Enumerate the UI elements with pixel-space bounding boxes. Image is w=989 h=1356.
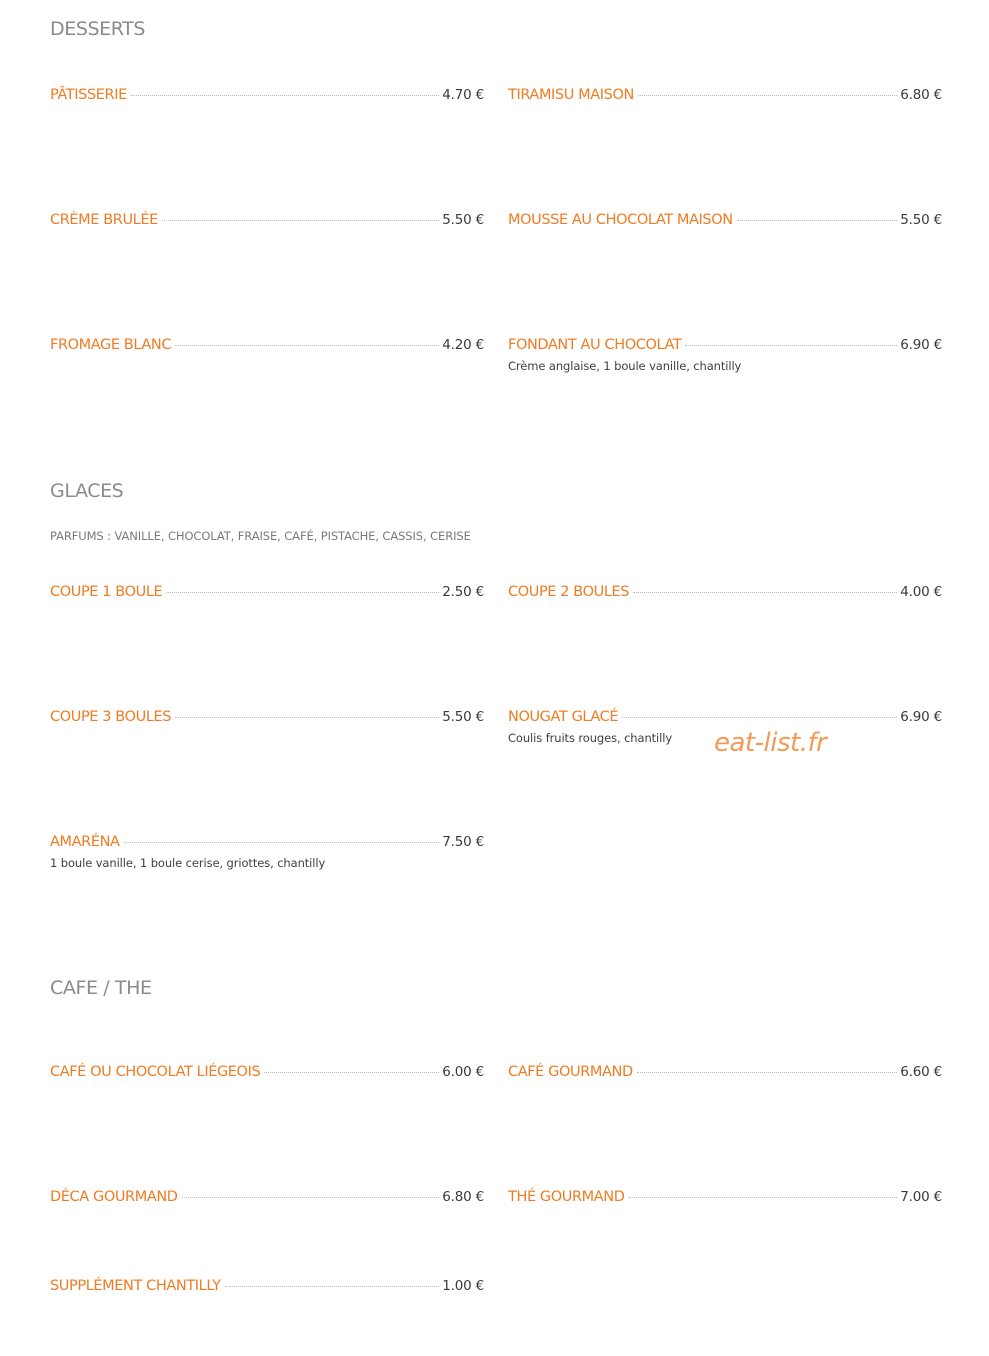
menu-item bbox=[508, 337, 942, 373]
item-price: 6.90 € bbox=[900, 337, 942, 353]
dot-leader bbox=[633, 591, 897, 593]
item-name: COUPE 1 BOULE bbox=[50, 584, 163, 600]
dot-leader bbox=[162, 219, 439, 221]
dot-leader bbox=[638, 94, 897, 96]
item-name: TIRAMISU MAISON bbox=[508, 87, 634, 103]
dot-leader bbox=[182, 1196, 440, 1198]
dot-leader bbox=[131, 94, 439, 96]
item-name: FONDANT AU CHOCOLAT bbox=[508, 337, 682, 353]
menu-item bbox=[508, 1064, 942, 1084]
flavors-list: PARFUMS : VANILLE, CHOCOLAT, FRAISE, CAFÉ, PISTACHE, CASSIS, CERISE bbox=[50, 529, 471, 543]
item-price: 1.00 € bbox=[442, 1278, 484, 1294]
item-name: AMARÉNA bbox=[50, 834, 120, 850]
menu-item bbox=[508, 584, 942, 604]
section-title-cafe-the: CAFE / THE bbox=[50, 977, 152, 999]
menu-item bbox=[508, 1189, 942, 1209]
item-price: 7.00 € bbox=[900, 1189, 942, 1205]
dot-leader bbox=[175, 344, 439, 346]
item-price: 4.70 € bbox=[442, 87, 484, 103]
item-price: 5.50 € bbox=[442, 709, 484, 725]
section-title-desserts: DESSERTS bbox=[50, 18, 146, 40]
dot-leader bbox=[685, 344, 897, 346]
menu-item bbox=[508, 212, 942, 232]
item-name: NOUGAT GLACÉ bbox=[508, 709, 619, 725]
dot-leader bbox=[166, 591, 439, 593]
dot-leader bbox=[264, 1071, 439, 1073]
item-name: CAFÉ OU CHOCOLAT LIÉGEOIS bbox=[50, 1064, 261, 1080]
menu-item bbox=[50, 87, 484, 107]
dot-leader bbox=[637, 1071, 898, 1073]
menu-item bbox=[508, 87, 942, 107]
item-price: 6.80 € bbox=[900, 87, 942, 103]
menu-item bbox=[50, 1278, 484, 1298]
item-name: COUPE 2 BOULES bbox=[508, 584, 630, 600]
dot-leader bbox=[225, 1285, 440, 1287]
item-name: CAFÉ GOURMAND bbox=[508, 1064, 633, 1080]
item-name: COUPE 3 BOULES bbox=[50, 709, 172, 725]
item-name: MOUSSE AU CHOCOLAT MAISON bbox=[508, 212, 733, 228]
item-description: 1 boule vanille, 1 boule cerise, griottes, chantilly bbox=[50, 856, 326, 870]
menu-item bbox=[50, 709, 484, 729]
dot-leader bbox=[622, 716, 897, 718]
item-description: Crème anglaise, 1 boule vanille, chantilly bbox=[508, 359, 742, 373]
dot-leader bbox=[124, 841, 440, 843]
item-price: 6.60 € bbox=[900, 1064, 942, 1080]
item-price: 7.50 € bbox=[442, 834, 484, 850]
item-price: 6.80 € bbox=[442, 1189, 484, 1205]
item-price: 4.00 € bbox=[900, 584, 942, 600]
item-price: 6.90 € bbox=[900, 709, 942, 725]
menu-item bbox=[50, 1189, 484, 1209]
menu-item bbox=[50, 212, 484, 232]
item-name: FROMAGE BLANC bbox=[50, 337, 172, 353]
menu-item bbox=[50, 834, 484, 870]
item-price: 4.20 € bbox=[442, 337, 484, 353]
dot-leader bbox=[737, 219, 898, 221]
item-description: Coulis fruits rouges, chantilly bbox=[508, 731, 673, 745]
item-price: 5.50 € bbox=[900, 212, 942, 228]
item-name: THÉ GOURMAND bbox=[508, 1189, 625, 1205]
item-price: 5.50 € bbox=[442, 212, 484, 228]
item-price: 6.00 € bbox=[442, 1064, 484, 1080]
dot-leader bbox=[175, 716, 439, 718]
menu-item bbox=[50, 337, 484, 357]
section-title-glaces: GLACES bbox=[50, 480, 124, 502]
item-price: 2.50 € bbox=[442, 584, 484, 600]
item-name: SUPPLÉMENT CHANTILLY bbox=[50, 1278, 221, 1294]
watermark: eat-list.fr bbox=[714, 728, 827, 758]
menu-item bbox=[50, 584, 484, 604]
dot-leader bbox=[629, 1196, 898, 1198]
item-name: CRÈME BRULÉE bbox=[50, 212, 158, 228]
item-name: PÂTISSERIE bbox=[50, 87, 127, 103]
item-name: DÉCA GOURMAND bbox=[50, 1189, 178, 1205]
menu-item bbox=[50, 1064, 484, 1084]
